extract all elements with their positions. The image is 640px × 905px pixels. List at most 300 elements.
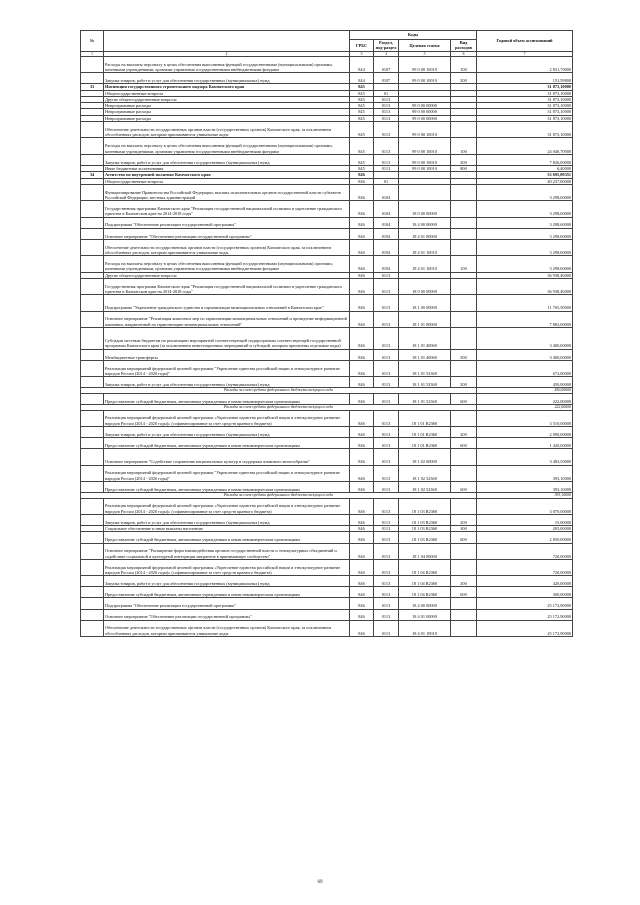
- item-name-cell: Функционирование Правительства Российской Федерации, высших исполнительных органов государственной власти субъектов Российской Федерации, местных администраций: [104, 184, 350, 200]
- target-cell: 99 0 00 00000: [399, 109, 451, 115]
- col-index: 7: [477, 51, 573, 56]
- grbs-cell: 846: [350, 239, 374, 255]
- item-name-cell: Обеспечение деятельности государственных органов власти (государственных органов) Камчатского края, за исключением обособленных расходов, которым присваиваются уникальные коды: [104, 620, 350, 636]
- row-number-cell: [81, 465, 104, 481]
- exptype-cell: 200: [451, 154, 477, 165]
- grbs-cell: 846: [350, 256, 374, 272]
- item-name-cell: Основное мероприятие "Расширение форм взаимодействия органов государственной власти и этнокультурных объединений и содействие социальной и культурной интеграции мигрантов в принимающее сообщество": [104, 543, 350, 559]
- amount-cell: 2 831,70000: [477, 56, 573, 72]
- item-name-cell: Реализация мероприятий федеральной целевой программы «Укрепление единства российской нации и этнокультурное развитие народов России (2014 - 2020 годы)» (софинансирование за счет средств краевого бюджета): [104, 498, 350, 514]
- header-num: №: [81, 31, 104, 52]
- item-name-cell: Субсидии местным бюджетам на реализацию мероприятий соответствующей подпрограммы соответствующей государственной программы Камчатского края (за исключением инвестиционных мероприятий и субсидий, которым присвоены отдельные коды): [104, 328, 350, 350]
- exptype-cell: [451, 620, 477, 636]
- grbs-cell: 846: [350, 620, 374, 636]
- item-name-cell: Закупка товаров, работ и услуг для обеспечения государственных (муниципальных) нужд: [104, 377, 350, 388]
- exptype-cell: 500: [451, 349, 477, 360]
- item-name-cell: Подпрограмма "Укрепление гражданского единства и гармонизация межнациональных отношений в Камчатском крае": [104, 295, 350, 311]
- section-cell: 0113: [374, 349, 399, 360]
- amount-cell: 3 298,60000: [477, 184, 573, 200]
- grbs-cell: 846: [350, 598, 374, 609]
- item-name-cell: Непрограммные расходы: [104, 109, 350, 115]
- section-cell: 0113: [374, 295, 399, 311]
- exptype-cell: [451, 311, 477, 327]
- section-cell: 0104: [374, 228, 399, 239]
- grbs-cell: 846: [350, 449, 374, 465]
- section-cell: 0104: [374, 201, 399, 217]
- exptype-cell: 600: [451, 532, 477, 543]
- section-cell: 0113: [374, 532, 399, 543]
- table-row: [81, 360, 573, 376]
- section-cell: 0113: [374, 465, 399, 481]
- row-number-cell: [81, 217, 104, 228]
- amount-cell: 151,59800: [477, 73, 573, 84]
- exptype-cell: 800: [451, 165, 477, 171]
- grbs-cell: 846: [350, 559, 374, 575]
- item-name-cell: Предоставление субсидий бюджетным, автономным учреждениям и иным некоммерческим организациям: [104, 438, 350, 449]
- row-number-cell: [81, 311, 104, 327]
- item-name-cell: Расходы на выплаты персоналу в целях обеспечения выполнения функций государственными (муниципальными) органами, казенными учреждениями, органами управления государственными внебюджетными фондами: [104, 56, 350, 72]
- target-cell: 18 1 01 40060: [399, 328, 451, 350]
- target-cell: 18 1 04 R2360: [399, 576, 451, 587]
- amount-cell: 31 873,10000: [477, 103, 573, 109]
- item-name-cell: Государственная программа Камчатского края "Реализация государственной национальной политики и укрепление гражданского единства в Камчатском крае на 2014-2018 годы": [104, 201, 350, 217]
- target-cell: 18 0 00 00000: [399, 278, 451, 294]
- table-row: [81, 278, 573, 294]
- exptype-cell: [451, 465, 477, 481]
- section-cell: 0113: [374, 515, 399, 526]
- row-number-cell: [81, 481, 104, 492]
- amount-cell: 24 040,70000: [477, 138, 573, 154]
- target-cell: 18 1 01 00000: [399, 311, 451, 327]
- target-cell: 18 1 03 R2360: [399, 515, 451, 526]
- item-name-cell: Другие общегосударственные вопросы: [104, 272, 350, 278]
- grbs-cell: 846: [350, 543, 374, 559]
- row-number-cell: [81, 498, 104, 514]
- section-cell: 0113: [374, 449, 399, 465]
- section-cell: 0113: [374, 438, 399, 449]
- grbs-cell: 846: [350, 217, 374, 228]
- amount-cell: 300,00000: [477, 587, 573, 598]
- exptype-cell: [451, 239, 477, 255]
- item-name-cell: Общегосударственные вопросы: [104, 178, 350, 184]
- amount-cell: 450,00000: [477, 388, 573, 394]
- grbs-cell: 846: [350, 328, 374, 350]
- grbs-cell: 846: [350, 349, 374, 360]
- grbs-cell: 846: [350, 201, 374, 217]
- section-cell: 0113: [374, 543, 399, 559]
- target-cell: 18 4 01 00000: [399, 609, 451, 620]
- amount-cell: 31 873,10000: [477, 84, 573, 90]
- item-name-cell: Подпрограмма "Обеспечение реализации государственной программы": [104, 217, 350, 228]
- table-row: [81, 295, 573, 311]
- exptype-cell: [451, 609, 477, 620]
- amount-cell: 393,10000: [477, 493, 573, 499]
- target-cell: 18 1 01 R2360: [399, 410, 451, 426]
- table-row: [81, 393, 573, 404]
- table-row: [81, 377, 573, 388]
- amount-cell: 31 873,10000: [477, 115, 573, 121]
- section-cell: 0113: [374, 598, 399, 609]
- note-text: Расходы за счет средств федерального бюджета текущего года: [81, 405, 477, 411]
- table-row: [81, 201, 573, 217]
- section-cell: 0113: [374, 96, 399, 102]
- table-row: [81, 515, 573, 526]
- header-grbs: ГРБС: [350, 40, 374, 52]
- target-cell: 18 0 00 00000: [399, 201, 451, 217]
- item-name-cell: Закупка товаров, работ и услуг для обеспечения государственных (муниципальных) нужд: [104, 576, 350, 587]
- amount-cell: 205,00000: [477, 526, 573, 532]
- exptype-cell: [451, 449, 477, 465]
- row-number-cell: [81, 426, 104, 437]
- header-codes: Коды: [350, 31, 477, 40]
- row-number-cell: [81, 515, 104, 526]
- section-cell: 0113: [374, 122, 399, 138]
- amount-cell: 2 850,00000: [477, 532, 573, 543]
- amount-cell: 3 298,60000: [477, 217, 573, 228]
- amount-cell: 31 873,10000: [477, 96, 573, 102]
- item-name-cell: Социальное обеспечение и иные выплаты населению: [104, 526, 350, 532]
- grbs-cell: 846: [350, 609, 374, 620]
- table-row: [81, 532, 573, 543]
- grbs-cell: 846: [350, 587, 374, 598]
- section-cell: 0113: [374, 272, 399, 278]
- exptype-cell: 100: [451, 56, 477, 72]
- exptype-cell: 200: [451, 515, 477, 526]
- row-number-cell: [81, 184, 104, 200]
- row-number-cell: [81, 598, 104, 609]
- section-cell: 0113: [374, 587, 399, 598]
- exptype-cell: [451, 360, 477, 376]
- exptype-cell: [451, 278, 477, 294]
- target-cell: 18 4 01 10010: [399, 256, 451, 272]
- table-row: [81, 438, 573, 449]
- item-name-cell: Агентство по внутренней политике Камчатского края: [104, 172, 350, 178]
- item-name-cell: Межбюджетные трансферты: [104, 349, 350, 360]
- amount-cell: 31 873,10000: [477, 122, 573, 138]
- row-number-cell: [81, 449, 104, 465]
- table-row: [81, 239, 573, 255]
- amount-cell: 53 695,09351: [477, 172, 573, 178]
- item-name-cell: Инспекция государственного строительного надзора Камчатского края: [104, 84, 350, 90]
- row-number-cell: [81, 410, 104, 426]
- row-number-cell: [81, 239, 104, 255]
- target-cell: 18 1 01 R2360: [399, 438, 451, 449]
- grbs-cell: 846: [350, 426, 374, 437]
- target-cell: 99 0 00 10010: [399, 56, 451, 72]
- section-cell: 0113: [374, 377, 399, 388]
- target-cell: 18 4 01 00000: [399, 228, 451, 239]
- item-name-cell: Закупка товаров, работ и услуг для обеспечения государственных (муниципальных) нужд: [104, 154, 350, 165]
- item-name-cell: Основное мероприятие "Реализация комплекса мер по гармонизации межнациональных отношений и проведение информационной кампании, направленной на гармонизацию межнациональных отношений": [104, 311, 350, 327]
- amount-cell: 15,00000: [477, 515, 573, 526]
- table-row: [81, 73, 573, 84]
- table-row: [81, 328, 573, 350]
- item-name-cell: Другие общегосударственные вопросы: [104, 96, 350, 102]
- exptype-cell: 200: [451, 576, 477, 587]
- target-cell: 18 1 04 R2360: [399, 559, 451, 575]
- header-section: Раздел, под-раздел: [374, 40, 399, 52]
- target-cell: 99 0 00 10010: [399, 154, 451, 165]
- amount-cell: 393,10000: [477, 465, 573, 481]
- exptype-cell: [451, 598, 477, 609]
- target-cell: 18 1 03 R2360: [399, 526, 451, 532]
- row-number-cell: [81, 360, 104, 376]
- section-cell: 0113: [374, 278, 399, 294]
- table-row: [81, 122, 573, 138]
- row-number-cell: [81, 73, 104, 84]
- col-index: 5: [399, 51, 451, 56]
- amount-cell: 25 172,90000: [477, 609, 573, 620]
- grbs-cell: 845: [350, 103, 374, 109]
- item-name-cell: Закупка товаров, работ и услуг для обеспечения государственных (муниципальных) нужд: [104, 515, 350, 526]
- amount-cell: 3 400,00000: [477, 328, 573, 350]
- row-number-cell: [81, 138, 104, 154]
- amount-cell: 3 298,60000: [477, 201, 573, 217]
- amount-cell: 720,00000: [477, 559, 573, 575]
- exptype-cell: [451, 410, 477, 426]
- amount-cell: 36 938,40000: [477, 272, 573, 278]
- item-name-cell: Обеспечение деятельности государственных органов власти (государственных органов) Камчатского края, за исключением обособленных расходов, которым присваиваются уникальные коды: [104, 239, 350, 255]
- grbs-cell: 846: [350, 311, 374, 327]
- row-number-cell: [81, 609, 104, 620]
- exptype-cell: [451, 543, 477, 559]
- item-name-cell: Расходы на выплаты персоналу в целях обеспечения выполнения функций государственными (муниципальными) органами, казенными учреждениями, органами управления государственными внебюджетными фондами: [104, 138, 350, 154]
- section-cell: 0113: [374, 393, 399, 404]
- section-cell: 0113: [374, 328, 399, 350]
- row-number-cell: [81, 349, 104, 360]
- grbs-cell: 846: [350, 393, 374, 404]
- budget-table: [80, 30, 573, 637]
- budget-table-page: [80, 30, 572, 637]
- table-row: [81, 620, 573, 636]
- grbs-cell: 846: [350, 360, 374, 376]
- grbs-cell: 846: [350, 178, 374, 184]
- amount-cell: 450,00000: [477, 377, 573, 388]
- row-number-cell: [81, 393, 104, 404]
- target-cell: 18 1 00 00000: [399, 295, 451, 311]
- table-row: [81, 426, 573, 437]
- section-cell: 0107: [374, 73, 399, 84]
- table-row: [81, 576, 573, 587]
- amount-cell: 720,00000: [477, 543, 573, 559]
- header-name: [104, 31, 350, 52]
- item-name-cell: Предоставление субсидий бюджетным, автономным учреждениям и иным некоммерческим организациям: [104, 481, 350, 492]
- exptype-cell: 100: [451, 256, 477, 272]
- section-cell: 0104: [374, 184, 399, 200]
- exptype-cell: [451, 228, 477, 239]
- table-row: [81, 559, 573, 575]
- table-row: [81, 543, 573, 559]
- row-number-cell: [81, 532, 104, 543]
- table-row: [81, 56, 573, 72]
- row-number-cell: [81, 278, 104, 294]
- amount-cell: 3 070,00000: [477, 498, 573, 514]
- col-index: 4: [374, 51, 399, 56]
- row-number-cell: [81, 377, 104, 388]
- table-row: [81, 481, 573, 492]
- grbs-cell: 846: [350, 377, 374, 388]
- section-cell: 0113: [374, 115, 399, 121]
- target-cell: 18 4 00 00000: [399, 598, 451, 609]
- amount-cell: 1 420,00000: [477, 438, 573, 449]
- item-name-cell: Реализация мероприятий федеральной целевой программы «Укрепление единства российской нации и этнокультурное развитие народов России (2014 - 2020 годы)» (софинансирование за счет средств краевого бюджета): [104, 410, 350, 426]
- amount-cell: 36 938,40000: [477, 278, 573, 294]
- item-name-cell: Непрограммные расходы: [104, 115, 350, 121]
- grbs-cell: 845: [350, 109, 374, 115]
- amount-cell: 3 298,60000: [477, 228, 573, 239]
- row-number-cell: [81, 201, 104, 217]
- item-name-cell: Основное мероприятие "Обеспечение реализации государственной программы": [104, 228, 350, 239]
- grbs-cell: 846: [350, 172, 374, 178]
- table-row: [81, 228, 573, 239]
- item-name-cell: Основное мероприятие "Обеспечение реализации государственной программы": [104, 609, 350, 620]
- table-row: [81, 587, 573, 598]
- grbs-cell: 846: [350, 498, 374, 514]
- item-name-cell: Иные бюджетные ассигнования: [104, 165, 350, 171]
- section-cell: 0113: [374, 360, 399, 376]
- col-index: 2: [104, 51, 350, 56]
- grbs-cell: 846: [350, 576, 374, 587]
- target-cell: 18 4 01 10010: [399, 620, 451, 636]
- amount-cell: 3 510,00000: [477, 410, 573, 426]
- note-text: Расходы за счет средств федерального бюджета текущего года: [81, 493, 477, 499]
- table-row: [81, 138, 573, 154]
- amount-cell: 25 172,90000: [477, 598, 573, 609]
- section-cell: 0113: [374, 311, 399, 327]
- item-name-cell: Закупка товаров, работ и услуг для обеспечения государственных (муниципальных) нужд: [104, 426, 350, 437]
- amount-cell: 31 873,10000: [477, 109, 573, 115]
- note-text: Расходы за счет средств федерального бюджета текущего года: [81, 388, 477, 394]
- page-number: 69: [317, 880, 323, 885]
- header-volume: Годовой объем ассигнований: [477, 31, 573, 52]
- item-name-cell: Государственная программа Камчатского края "Реализация государственной национальной политики и укрепление гражданского единства в Камчатском крае на 2014-2018 годы": [104, 278, 350, 294]
- amount-cell: 420,00000: [477, 576, 573, 587]
- exptype-cell: [451, 498, 477, 514]
- amount-cell: 25 172,90000: [477, 620, 573, 636]
- target-cell: 99 0 00 10010: [399, 122, 451, 138]
- grbs-cell: 845: [350, 154, 374, 165]
- amount-cell: 3 483,50000: [477, 449, 573, 465]
- exptype-cell: 600: [451, 438, 477, 449]
- item-name-cell: Подпрограмма "Обеспечение реализации государственной программы": [104, 598, 350, 609]
- grbs-cell: 846: [350, 278, 374, 294]
- target-cell: [399, 184, 451, 200]
- item-name-cell: Реализация мероприятий федеральной целевой программы "Укрепление единства российской нации и этнокультурное развитие народов России (2014 - 2020 годы)": [104, 465, 350, 481]
- target-cell: 18 1 01 52360: [399, 377, 451, 388]
- row-number-cell: [81, 295, 104, 311]
- exptype-cell: [451, 122, 477, 138]
- amount-cell: 222,00000: [477, 405, 573, 411]
- target-cell: 99 0 00 00000: [399, 115, 451, 121]
- section-cell: 0113: [374, 103, 399, 109]
- target-cell: 99 0 00 10010: [399, 138, 451, 154]
- grbs-cell: 846: [350, 481, 374, 492]
- target-cell: 18 1 02 00000: [399, 449, 451, 465]
- exptype-cell: [451, 295, 477, 311]
- table-row: [81, 311, 573, 327]
- target-cell: 18 1 03 R2360: [399, 532, 451, 543]
- item-name-cell: Основное мероприятие "Содействие сохранению национальных культур и поддержка языкового многообразия": [104, 449, 350, 465]
- target-cell: 18 1 01 40060: [399, 349, 451, 360]
- item-name-cell: Расходы на выплаты персоналу в целях обеспечения выполнения функций государственными (муниципальными) органами, казенными учреждениями, органами управления государственными внебюджетными фондами: [104, 256, 350, 272]
- grbs-cell: 845: [350, 122, 374, 138]
- row-number-cell: [81, 543, 104, 559]
- section-cell: 0113: [374, 609, 399, 620]
- section-cell: 0104: [374, 256, 399, 272]
- amount-cell: 6,40000: [477, 165, 573, 171]
- amount-cell: 31 873,10000: [477, 90, 573, 96]
- section-cell: 0104: [374, 239, 399, 255]
- table-row: [81, 598, 573, 609]
- section-cell: 0113: [374, 498, 399, 514]
- grbs-cell: 845: [350, 138, 374, 154]
- amount-cell: 40 237,00000: [477, 178, 573, 184]
- exptype-cell: 600: [451, 393, 477, 404]
- exptype-cell: [451, 201, 477, 217]
- row-number-cell: [81, 438, 104, 449]
- grbs-cell: 846: [350, 295, 374, 311]
- exptype-cell: [451, 217, 477, 228]
- item-name-cell: Непрограммные расходы: [104, 103, 350, 109]
- table-row: [81, 449, 573, 465]
- exptype-cell: [451, 559, 477, 575]
- item-name-cell: Реализация мероприятий федеральной целевой программы "Укрепление единства российской нации и этнокультурное развитие народов России (2014 - 2020 годы)": [104, 360, 350, 376]
- amount-cell: 2 090,00000: [477, 426, 573, 437]
- item-name-cell: Обеспечение деятельности государственных органов власти (государственных органов) Камчатского края, за исключением обособленных расходов, которым присваиваются уникальные коды: [104, 122, 350, 138]
- section-cell: 0113: [374, 526, 399, 532]
- table-row: [81, 498, 573, 514]
- target-cell: 18 1 01 R2360: [399, 426, 451, 437]
- grbs-cell: 845: [350, 96, 374, 102]
- amount-cell: 7 826,00000: [477, 154, 573, 165]
- target-cell: 18 1 02 52360: [399, 465, 451, 481]
- amount-cell: 222,00000: [477, 393, 573, 404]
- grbs-cell: 845: [350, 165, 374, 171]
- row-number-cell: [81, 576, 104, 587]
- grbs-cell: 846: [350, 184, 374, 200]
- target-cell: 18 1 03 R2360: [399, 498, 451, 514]
- item-name-cell: Закупка товаров, работ и услуг для обеспечения государственных (муниципальных) нужд: [104, 73, 350, 84]
- amount-cell: 3 400,00000: [477, 349, 573, 360]
- amount-cell: 672,00000: [477, 360, 573, 376]
- exptype-cell: 200: [451, 73, 477, 84]
- row-number-cell: [81, 620, 104, 636]
- row-number-cell: [81, 228, 104, 239]
- row-number-cell: 33: [81, 84, 104, 90]
- exptype-cell: [451, 184, 477, 200]
- grbs-cell: 844: [350, 73, 374, 84]
- item-name-cell: Предоставление субсидий бюджетным, автономным учреждениям и иным некоммерческим организациям: [104, 532, 350, 543]
- header-exptype: Вид расходов: [451, 40, 477, 52]
- table-row: [81, 217, 573, 228]
- section-cell: 01: [374, 178, 399, 184]
- item-name-cell: Общегосударственные вопросы: [104, 90, 350, 96]
- row-number-cell: [81, 56, 104, 72]
- exptype-cell: 300: [451, 526, 477, 532]
- section-cell: 0113: [374, 138, 399, 154]
- grbs-cell: 846: [350, 410, 374, 426]
- row-number-cell: 34: [81, 172, 104, 178]
- exptype-cell: [451, 328, 477, 350]
- item-name-cell: Реализация мероприятий федеральной целевой программы «Укрепление единства российской нации и этнокультурное развитие народов России (2014 - 2020 годы)» (софинансирование за счет средств краевого бюджета): [104, 559, 350, 575]
- exptype-cell: 100: [451, 138, 477, 154]
- amount-cell: 11 765,50000: [477, 295, 573, 311]
- amount-cell: 393,10000: [477, 481, 573, 492]
- grbs-cell: 846: [350, 438, 374, 449]
- target-cell: 18 1 04 R2360: [399, 587, 451, 598]
- item-name-cell: Предоставление субсидий бюджетным, автономным учреждениям и иным некоммерческим организациям: [104, 393, 350, 404]
- target-cell: 18 1 04 00000: [399, 543, 451, 559]
